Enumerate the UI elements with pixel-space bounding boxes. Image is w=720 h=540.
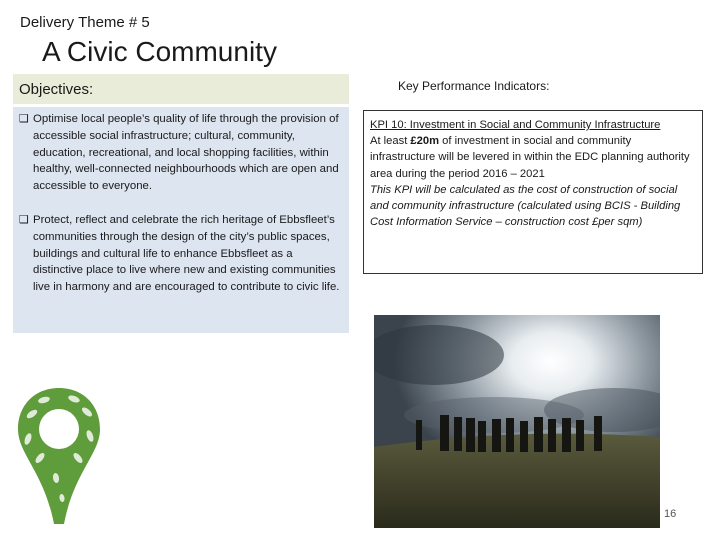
objectives-panel xyxy=(13,107,349,333)
location-pin-leaf-logo xyxy=(14,384,104,528)
checkbox-bullet-icon: ❑ xyxy=(19,113,29,125)
objective-item xyxy=(19,111,341,195)
objectives-heading: Objectives: xyxy=(13,74,349,104)
page-number: 16 xyxy=(664,508,677,520)
delivery-theme-label: Delivery Theme # 5 xyxy=(20,14,150,31)
community-silhouette-photo xyxy=(374,315,660,528)
objective-text: Optimise local people’s quality of life through the provision of accessible social infrastructure; cultural, community, education, recreational, and local shopping facilities, within healthy, well-connected neighbourhoods which are open and accessible to everyone. xyxy=(33,113,339,193)
objective-item xyxy=(19,212,341,296)
page-title: A Civic Community xyxy=(42,36,277,67)
kpi-description xyxy=(370,133,694,182)
kpi-text-suffix: of investment in social and community infrastructure will be levered in within the EDC planning authority area during the period 2016 – 2021 xyxy=(370,135,690,180)
kpi-amount: £20m xyxy=(410,135,440,148)
kpi-heading: Key Performance Indicators: xyxy=(398,79,550,93)
kpi-text-prefix: At least xyxy=(370,135,411,148)
kpi-box xyxy=(363,110,703,274)
kpi-title: KPI 10: Investment in Social and Community Infrastructure xyxy=(370,119,661,131)
kpi-note: This KPI will be calculated as the cost of construction of social and community infrastructure (calculated using BCIS - Building Cost Information Service – construction cost £per sqm) xyxy=(370,183,681,229)
objective-text: Protect, reflect and celebrate the rich heritage of Ebbsfleet’s communities through the design of the city’s public spaces, buildings and cultural life to enhance Ebbsfleet as a distinctive place to live where new and existing communities live in harmony and are encouraged to contribute to civic life. xyxy=(33,213,340,294)
checkbox-bullet-icon: ❑ xyxy=(19,213,29,226)
